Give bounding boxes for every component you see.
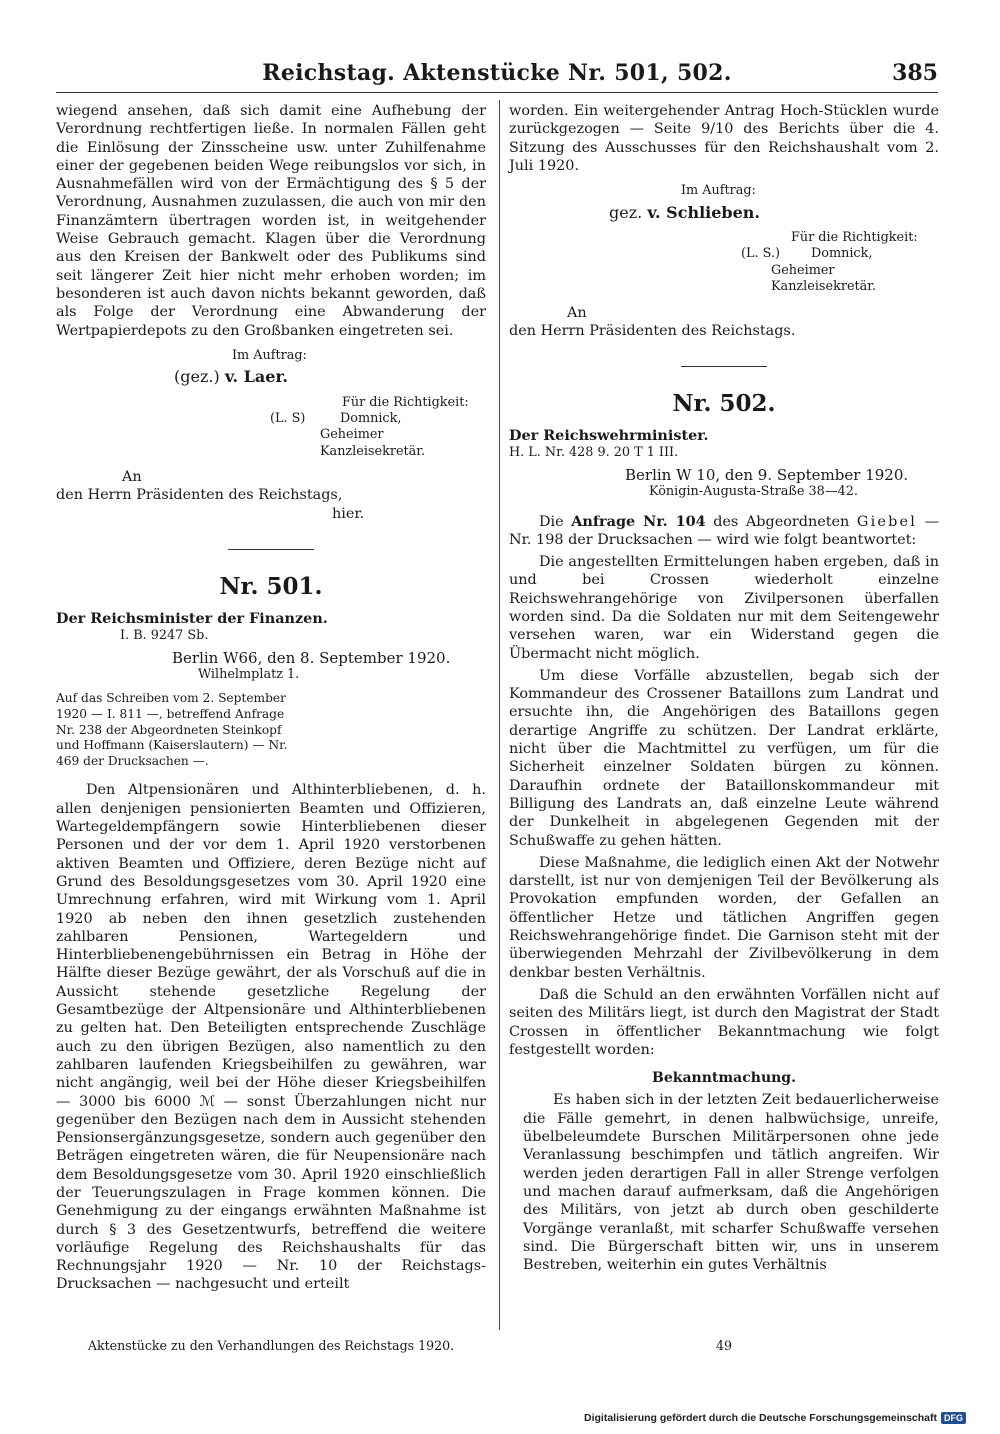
p2-pre: Die: [539, 513, 572, 530]
right-paragraph-3: Die angestellten Ermittelungen haben ergeben, daß in und bei Crossen wiederholt einzelne Reichswehrangehörige von Zivilpersonen überfallen worden sind. Da die Soldaten nur mit dem Seitengewehr versehen waren, war ein Widerstand gegen die Übermacht nicht möglich.: [509, 554, 939, 662]
reference-number: I. B. 9247 Sb.: [120, 628, 209, 644]
document-number-501: Nr. 501.: [219, 573, 323, 601]
page-number: 385: [892, 60, 938, 86]
column-divider: [499, 100, 500, 1330]
left-paragraph-2: Den Altpensionären und Althinterbliebenen, d. h. allen denjenigen pensionierten Beamten und Offizieren, Wartegeldempfängern sowie Hinterbliebenen dieser Personen und der vor dem 1. April 1920 verstorbenen aktiven Beamten und Offiziere, deren Bezüge nicht auf Grund des Besoldungsgesetzes vom 30. April 1920 eine Umrechnung erfahren, wird mit Wirkung vom 1. April 1920 ab neben den ihnen gesetzlich zustehenden zahlbaren Pensionen, Wartegeldern und Hinterbliebenengebührnissen ein Betrag in Höhe der Hälfte dieser Bezüge gewährt, der als Vorschuß auf die in Aussicht stehende gesetzliche Regelung der Gesamtbezüge der Altpensionäre und Althinterbliebenen zu gelten hat. Den Beteiligten entsprechende Zuschläge auch zu den übrigen Bezügen, also namentlich zu den zahlbaren laufenden Kriegsbeihilfen zu gewähren, war nicht angängig, weil bei der Höhe dieser Kriegsbeihilfen — 3000 bis 6000 ℳ — sonst Überzahlungen nicht nur gegenüber den Bezügen nach dem in Aussicht stehenden Pensionsergänzungsgesetze, sondern auch gegenüber den Beträgen eingetreten wären, die für Neupensionäre nach dem Besoldungsgesetze vom 30. April 1920 einschließlich der Teuerungszulagen in Frage kommen können. Die Genehmigung zu der eingangs erwähnten Maßnahme ist durch § 3 des Gesetzentwurfs, betreffend die weitere vorläufige Regelung des Reichshaushalts für das Rechnungsjahr 1920 — Nr. 10 der Reichstags-Drucksachen — nachgesucht und erteilt: [56, 782, 486, 1293]
bekanntmachung-text: Es haben sich in der letzten Zeit bedauerlicherweise die Fälle gemehrt, in denen halbwüchsige, unreife, übelbeleumdete Burschen Militärpersonen ohne jede Veranlassung beschimpfen und tätlich angreifen. Wir werden jeden derartigen Fall in aller Strenge verfolgen und machen darauf aufmerksam, daß die Angehörigen des Militärs, von jetzt ab durch oben geschilderte Vorgänge veranlaßt, mit scharfer Schußwaffe versehen sind. Die Bürgerschaft bitten wir, uns in unserem Bestreben, weiterhin ein gutes Verhältnis: [523, 1092, 939, 1274]
street-address: Königin-Augusta-Straße 38—42.: [649, 484, 858, 500]
right-paragraph-4: Um diese Vorfälle abzustellen, begab sich der Kommandeur des Crossener Bataillons zum Landrat und ersuchte ihn, die Angehörigen des Bataillons gegen derartige Angriffe zu schützen. Der Landrat erklärte, nicht über die Machtmittel zu verfügen, um für die Sicherheit einzelner Soldaten bürgen zu können. Daraufhin ordnete der Bataillonskommandeur mit Billigung des Landrats an, daß einzelne Leute während der Dunkelheit in abgelegenen Gegenden mit der Schußwaffe zu gehen hätten.: [509, 667, 939, 849]
richtigkeit-label: Für die Richtigkeit:: [342, 394, 469, 410]
right-paragraph-5: Diese Maßnahme, die lediglich einen Akt der Notwehr darstellt, ist nur von demjenigen Teil der Bevölkerung als Provokation empfunden worden, der Gefallen an öffentlicher Hetze und tätlichen Angriffen gegen Reichswehrangehörige findet. Die Garnison steht mit der überwiegenden Mehrzahl der Zivilbevölkerung in dem denkbar besten Verhältnis.: [509, 854, 939, 981]
gez-prefix: gez.: [609, 202, 643, 222]
richtigkeit-label: Für die Richtigkeit:: [791, 229, 918, 245]
clerk-name: Domnick,: [811, 246, 873, 262]
footer-sheet-number: 49: [715, 1338, 733, 1353]
recipient-line: den Herrn Präsidenten des Reichstags.: [509, 322, 796, 339]
anfrage-ref: Anfrage Nr. 104: [571, 512, 706, 530]
im-auftrag-label: Im Auftrag:: [232, 347, 307, 363]
header-title: Reichstag. Aktenstücke Nr. 501, 502.: [262, 60, 732, 86]
signature-line: [56, 368, 486, 386]
an-label: An: [567, 304, 587, 321]
right-paragraph-6: Daß die Schuld an den erwähnten Vorfällen nicht auf seiten des Militärs liegt, ist durch den Magistrat der Stadt Crossen in öffentlicher Bekanntmachung wie folgt festgestellt worden:: [509, 986, 939, 1058]
document-number-502: Nr. 502.: [672, 390, 776, 418]
signer-name: v. Laer.: [224, 367, 288, 387]
street-address: Wilhelmplatz 1.: [198, 667, 300, 683]
ministry-heading: Der Reichswehrminister.: [509, 427, 709, 445]
hier-line: hier.: [332, 505, 365, 522]
seal-mark: (L. S): [270, 410, 306, 426]
recipient-line: den Herrn Präsidenten des Reichstags,: [56, 487, 343, 504]
dfg-note-text: Digitalisierung gefördert durch die Deutsche Forschungsgemeinschaft: [584, 1412, 937, 1424]
digitization-note: [584, 1412, 966, 1424]
right-paragraph-2: [509, 513, 939, 550]
left-column: [56, 102, 486, 1294]
seal-mark: (L. S.): [741, 246, 780, 262]
reference-number: H. L. Nr. 428 9. 20 T 1 III.: [509, 445, 679, 461]
section-separator: [228, 549, 314, 550]
ministry-heading: Der Reichsminister der Finanzen.: [56, 610, 328, 628]
right-paragraph-1: worden. Ein weitergehender Antrag Hoch-Stücklen wurde zurückgezogen — Seite 9/10 des Berichts über die 4. Sitzung des Ausschusses für den Reichshaushalt vom 2. Juli 1920.: [509, 103, 939, 174]
clerk-name: Domnick,: [340, 410, 402, 426]
reference-quote: Auf das Schreiben vom 2. September 1920 — I. 811 —, betreffend Anfrage Nr. 238 der Abgeordneten Steinkopf und Hoffmann (Kaiserslautern) — Nr. 469 der Drucksachen —.: [56, 691, 288, 768]
left-paragraph-1: wiegend ansehen, daß sich damit eine Aufhebung der Verordnung rechtfertigen ließe. In normalen Fällen geht die Einlösung der Zinsscheine usw. unter Zuhilfenahme einer der gegebenen beiden Wege reibungslos vor sich, in Ausnahmefällen wird von der Ermächtigung des § 5 der Verordnung, Ausnahmen zuzulassen, die auch von mir den Finanzämtern übertragen worden ist, in weitgehender Weise Gebrauch gemacht. Klagen über die Verordnung aus den Kreisen der Bankwelt oder des Publikums sind seit längerer Zeit hier nicht mehr erhoben worden; im besonderen ist auch davon nichts bekannt geworden, daß als Folge der Verordnung eine Abwanderung der Wertpapierdepots zu den Großbanken eingetreten sei.: [56, 103, 486, 339]
clerk-title: Geheimer Kanzleisekretär.: [320, 427, 426, 459]
signer-name: v. Schlieben.: [647, 202, 760, 222]
page-header: [56, 58, 938, 93]
seal-row: [509, 246, 939, 262]
section-separator: [681, 366, 767, 367]
dfg-logo-icon: DFG: [941, 1412, 966, 1424]
place-date: Berlin W 10, den 9. September 1920.: [625, 465, 909, 484]
signature-line: [509, 204, 939, 222]
an-label: An: [122, 469, 142, 486]
clerk-title: Geheimer Kanzleisekretär.: [771, 262, 877, 295]
deputy-name: Giebel: [856, 513, 918, 530]
p2-post: — Nr. 198 der Drucksachen — wird wie folgt beantwortet:: [509, 513, 940, 548]
gez-prefix: (gez.): [174, 367, 220, 387]
place-date: Berlin W66, den 8. September 1920.: [172, 648, 451, 667]
p2-mid: des Abgeordneten: [705, 513, 857, 530]
seal-row: [56, 411, 486, 427]
im-auftrag-label: Im Auftrag:: [681, 183, 756, 199]
bekanntmachung-heading: Bekanntmachung.: [652, 1070, 796, 1087]
footer-signature: Aktenstücke zu den Verhandlungen des Reichstags 1920.: [87, 1338, 455, 1353]
right-column: [509, 102, 939, 1274]
